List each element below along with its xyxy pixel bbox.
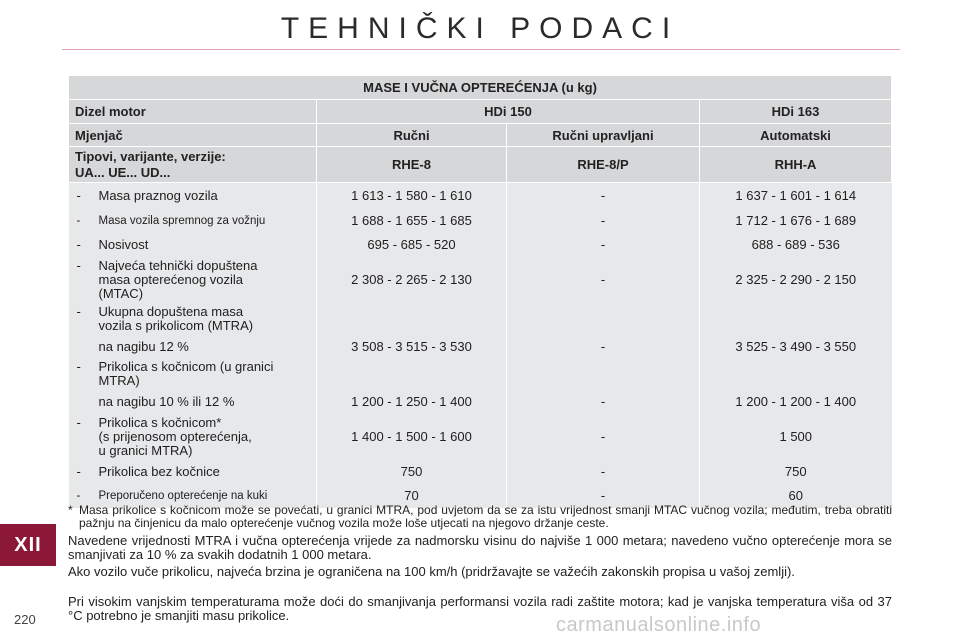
row-label: Masa vozila spremnog za vožnju	[98, 214, 266, 227]
page-number: 220	[14, 612, 36, 627]
row-value: -	[507, 257, 700, 303]
row-dash: -	[76, 214, 81, 227]
row-dash: -	[76, 489, 81, 502]
row-label-line: Ukupna dopuštena masa	[98, 303, 244, 319]
paragraph-altitude: Navedene vrijednosti MTRA i vučna opterećenja vrijede za nadmorsku visinu do najviše 1 000 metara; navedeno vučno opterećenje mora se smanjivati za 10 % za svakih dodatnih 1 000 metara.	[68, 533, 892, 562]
types-label-line1: Tipovi, varijante, verzije:	[75, 148, 226, 164]
row-label-line: MTRA)	[98, 373, 140, 388]
row-value: 1 200 - 1 250 - 1 400	[317, 390, 507, 414]
row-value: 750	[317, 460, 507, 484]
row-value: 3 508 - 3 515 - 3 530	[317, 335, 507, 359]
engine-hdi150: HDi 150	[317, 100, 700, 124]
row-value: 60	[700, 484, 892, 508]
gearbox-label: Mjenjač	[69, 124, 317, 147]
row-sublabel: na nagibu 10 % ili 12 %	[98, 393, 235, 409]
row-value: 2 325 - 2 290 - 2 150	[700, 257, 892, 303]
row-dash: -	[76, 257, 81, 273]
row-value: 1 200 - 1 200 - 1 400	[700, 390, 892, 414]
watermark: carmanualsonline.info	[556, 614, 762, 636]
row-value: -	[507, 460, 700, 484]
row-label-line: vozila s prikolicom (MTRA)	[98, 317, 254, 333]
page-title: TEHNIČKI PODACI	[280, 12, 680, 45]
chapter-tab: XII	[0, 524, 56, 566]
row-label-line: u granici MTRA)	[98, 442, 193, 458]
table-row	[69, 233, 892, 257]
row-label: Nosivost	[98, 236, 149, 252]
title-divider	[62, 49, 900, 50]
row-label-line: Najveća tehnički dopuštena	[98, 257, 258, 273]
type-rhe8p: RHE-8/P	[507, 147, 700, 183]
row-value: -	[507, 335, 700, 359]
table-caption-row	[69, 76, 892, 100]
table-row	[69, 303, 892, 335]
row-label-line: Prikolica s kočnicom*	[98, 414, 222, 430]
table-row	[69, 414, 892, 460]
type-rhe8: RHE-8	[317, 147, 507, 183]
footnote-text: Masa prikolice s kočnicom može se povećati, u granici MTRA, pod uvjetom da se za istu vrijednost smanji MTAC vučnog vozila; međutim, treba obratiti pažnju na činjenicu da malo opterećenje vučnog vozila može loše utjecati na njegovo držanje ceste.	[79, 503, 892, 530]
table-row	[69, 257, 892, 303]
row-sublabel: na nagibu 12 %	[98, 338, 189, 354]
footnote	[68, 504, 892, 530]
paragraph-temperature: Pri visokim vanjskim temperaturama može doći do smanjivanja performansi vozila radi zaštite motora; kad je vanjska temperatura viša od 37 °C potrebno je smanjiti masu prikolice.	[68, 594, 892, 623]
row-value: 1 712 - 1 676 - 1 689	[700, 209, 892, 233]
gearbox-manual-controlled: Ručni upravljani	[507, 124, 700, 147]
paragraph-speed-limit: Ako vozilo vuče prikolicu, najveća brzina je ograničena na 100 km/h (pridržavajte se važećih zakonskih propisa u vašoj zemlji).	[68, 564, 795, 579]
row-value: 1 688 - 1 655 - 1 685	[317, 209, 507, 233]
engine-label: Dizel motor	[69, 100, 317, 124]
row-dash: -	[76, 359, 81, 374]
weights-table	[68, 75, 892, 508]
table-row	[69, 335, 892, 359]
footnote-mark: *	[68, 503, 73, 517]
gearbox-automatic: Automatski	[700, 124, 892, 147]
row-value: -	[507, 414, 700, 460]
row-label: Masa praznog vozila	[98, 187, 218, 203]
row-value: 3 525 - 3 490 - 3 550	[700, 335, 892, 359]
types-label-line2: UA... UE... UD...	[75, 164, 171, 180]
row-value: -	[507, 209, 700, 233]
row-label: Preporučeno opterećenje na kuki	[98, 489, 268, 502]
row-value: 1 637 - 1 601 - 1 614	[700, 183, 892, 209]
row-value: -	[507, 484, 700, 508]
row-value: 1 613 - 1 580 - 1 610	[317, 183, 507, 209]
row-value: 1 400 - 1 500 - 1 600	[317, 414, 507, 460]
gearbox-row	[69, 124, 892, 147]
row-value: 750	[700, 460, 892, 484]
row-value: -	[507, 390, 700, 414]
row-value: -	[507, 183, 700, 209]
table-row	[69, 183, 892, 209]
row-value: 70	[317, 484, 507, 508]
table-row	[69, 209, 892, 233]
engine-hdi163: HDi 163	[700, 100, 892, 124]
engine-row	[69, 100, 892, 124]
row-label-line: (MTAC)	[98, 285, 144, 301]
types-row	[69, 147, 892, 183]
row-dash: -	[76, 303, 81, 319]
table-row	[69, 460, 892, 484]
row-label-line: masa opterećenog vozila	[98, 271, 244, 287]
row-dash: -	[76, 414, 81, 430]
types-label	[69, 147, 317, 183]
table-row	[69, 359, 892, 390]
row-dash: -	[76, 187, 81, 203]
table-caption: MASE I VUČNA OPTEREĆENJA (u kg)	[69, 76, 892, 100]
row-value: 695 - 685 - 520	[317, 233, 507, 257]
table-row	[69, 390, 892, 414]
row-label-line: (s prijenosom opterećenja,	[98, 428, 252, 444]
type-rhha: RHH-A	[700, 147, 892, 183]
row-value: 1 500	[700, 414, 892, 460]
row-label-line: Prikolica s kočnicom (u granici	[98, 359, 274, 374]
row-value: 2 308 - 2 265 - 2 130	[317, 257, 507, 303]
gearbox-manual: Ručni	[317, 124, 507, 147]
row-dash: -	[76, 463, 81, 479]
row-label: Prikolica bez kočnice	[98, 463, 220, 479]
row-value: -	[507, 233, 700, 257]
row-value: 688 - 689 - 536	[700, 233, 892, 257]
row-dash: -	[76, 236, 81, 252]
